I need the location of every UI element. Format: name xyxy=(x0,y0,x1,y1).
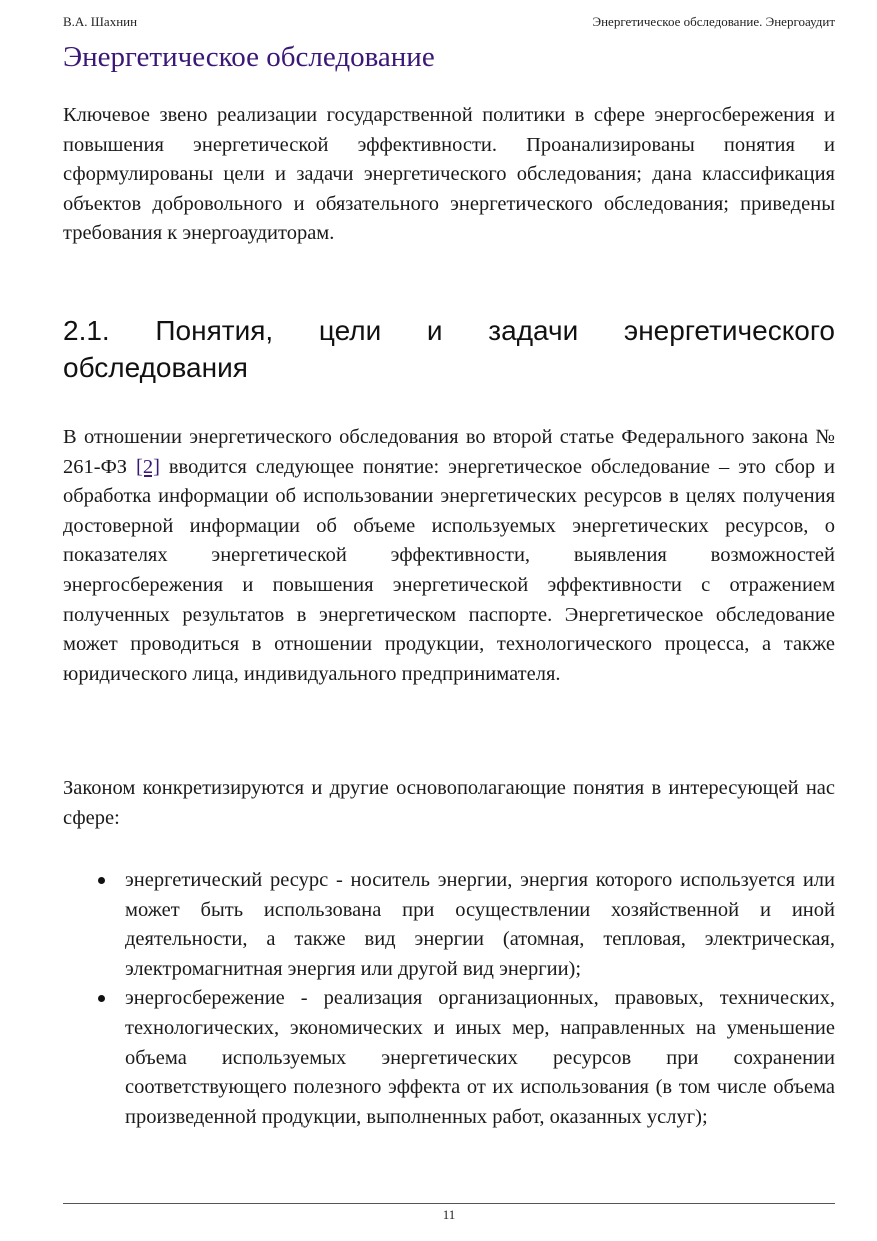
page-number: 11 xyxy=(442,1207,456,1222)
reference-link[interactable]: [2] xyxy=(136,455,160,478)
list-item-text: энергосбережение - реализация организационных, правовых, технических, технологических, экономических и иных мер, направленных на уменьшение объема используемых энергетических ресурсов при сохранении соответствующего полезного эффекта от их использования (в том числе объема произведенной продукции, выполненных работ, оказанных услуг); xyxy=(125,987,835,1128)
chapter-title: Энергетическое обследование xyxy=(63,41,435,73)
body-paragraph: Законом конкретизируются и другие основополагающие понятия в интересующей нас сфере: xyxy=(63,777,835,829)
definitions-list xyxy=(63,866,835,1132)
bullet-icon xyxy=(98,995,105,1002)
header-author: В.А. Шахнин xyxy=(63,14,138,29)
paragraph-text: вводится следующее понятие: энергетическое обследование – это сбор и обработка информации об использовании энергетических ресурсов в целях получения достоверной информации об объеме используемых энергетических ресурсов, о показателях энергетической эффективности, выявления возможностей энергосбережения и повышения энергетической эффективности с отражением полученных результатов в энергетическом паспорте. Энергетическое обследование может проводиться в отношении продукции, технологического процесса, а также юридического лица, индивидуального предпринимателя. xyxy=(63,455,836,685)
chapter-abstract: Ключевое звено реализации государственной политики в сфере энергосбережения и повышения энергетической эффективности. Проанализированы понятия и сформулированы цели и задачи энергетического обследования; дана классификация объектов добровольного и обязательного энергетического обследования; приведены требования к энергоаудиторам. xyxy=(63,104,835,245)
footer-divider xyxy=(63,1203,835,1204)
paragraph-text: В отношении энергетического обследования во второй статье Федерального закона № 261-ФЗ xyxy=(63,426,835,478)
running-header xyxy=(63,14,835,30)
header-running-title: Энергетическое обследование. Энергоаудит xyxy=(592,14,835,29)
bullet-icon xyxy=(98,877,105,884)
list-item-text: энергетический ресурс - носитель энергии, энергия которого используется или может быть использована при осуществлении хозяйственной и иной деятельности, а также вид энергии (атомная, тепловая, электрическая, электромагнитная энергия или другой вид энергии); xyxy=(125,869,835,980)
body-paragraph xyxy=(63,423,835,689)
section-heading: 2.1. Понятия, цели и задачи энергетического обследования xyxy=(63,315,835,383)
list-item xyxy=(63,866,835,984)
list-item xyxy=(63,984,835,1132)
